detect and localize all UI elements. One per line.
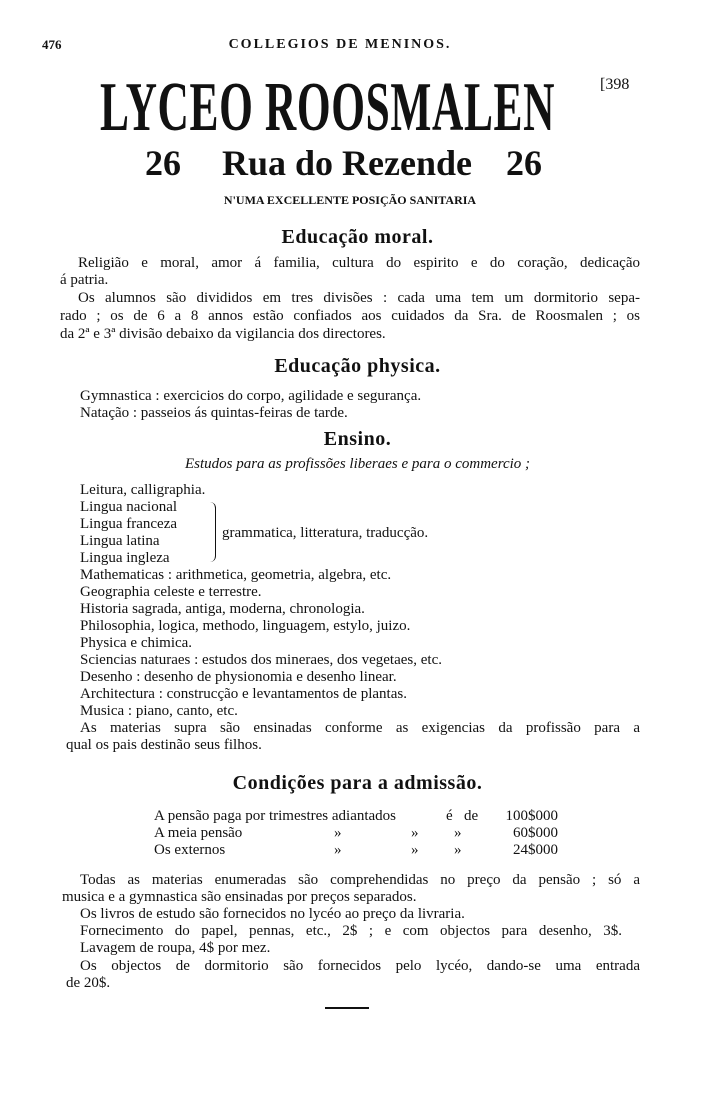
price-label: A pensão paga por trimestres adiantados (154, 808, 397, 824)
list-item: Philosophia, logica, methodo, linguagem, estylo, juizo. (80, 618, 411, 634)
paragraph-line: Os objectos de dormitorio são fornecidos pelo lycéo, dando-se uma entrada (80, 958, 640, 974)
reference-number: [398 (600, 76, 630, 93)
heading-physica: Educação physica. (274, 355, 441, 377)
tagline: N'UMA EXCELLENTE POSIÇÃO SANITARIA (223, 193, 477, 207)
paragraph-line: As materias supra são ensinadas conforme as exigencias da profissão para a (80, 720, 640, 736)
ditto-mark: » (411, 842, 419, 858)
list-item: Geographia celeste e terrestre. (80, 584, 262, 600)
paragraph-line: Os livros de estudo são fornecidos no lycéo ao preço da livraria. (80, 906, 465, 922)
list-item: Musica : piano, canto, etc. (80, 703, 238, 719)
paragraph-line: Gymnastica : exercicios do corpo, agilidade e segurança. (80, 388, 422, 404)
paragraph-line: á patria. (60, 272, 109, 288)
heading-ensino: Ensino. (323, 428, 392, 450)
price-col: de (464, 808, 479, 824)
address-number-left: 26 (145, 143, 181, 183)
paragraph-line: Lavagem de roupa, 4$ por mez. (80, 940, 271, 956)
paragraph-line: Natação : passeios ás quintas-feiras de tarde. (80, 405, 348, 421)
price-label: A meia pensão (154, 825, 243, 841)
ensino-subtitle: Estudos para as profissões liberaes e para o commercio ; (184, 456, 531, 472)
price-value: 60$000 (513, 825, 558, 841)
ditto-mark: » (411, 825, 419, 841)
page-title: LYCEO ROOSMALEN (100, 69, 556, 146)
list-item: Lingua latina (80, 533, 160, 549)
paragraph-line: Religião e moral, amor á familia, cultura do espirito e do coração, dedicação (78, 255, 640, 271)
end-rule (325, 1007, 369, 1009)
price-col: é (446, 808, 453, 824)
list-item: Sciencias naturaes : estudos dos mineraes, dos vegetaes, etc. (80, 652, 442, 668)
running-head: COLLEGIOS DE MENINOS. (228, 37, 452, 52)
brace (209, 502, 216, 562)
paragraph-line: Fornecimento do papel, pennas, etc., 2$ ; e com objectos para desenho, 3$. (80, 923, 622, 939)
linguas-note: grammatica, litteratura, traducção. (222, 525, 429, 541)
paragraph-line: qual os pais destinão seus filhos. (66, 737, 262, 753)
address-number-right: 26 (506, 143, 542, 183)
list-item: Mathematicas : arithmetica, geometria, algebra, etc. (80, 567, 392, 583)
list-item: Architectura : construcção e levantamentos de plantas. (80, 686, 407, 702)
paragraph-line: Os alumnos são divididos em tres divisões : cada uma tem um dormitorio sepa- (78, 290, 640, 306)
heading-admissao: Condições para a admissão. (232, 772, 483, 794)
paragraph-line: musica e a gymnastica são ensinadas por preços separados. (62, 889, 417, 905)
list-item: Lingua franceza (80, 516, 178, 532)
ditto-mark: » (454, 842, 462, 858)
list-item: Lingua ingleza (80, 550, 170, 566)
paragraph-line: da 2ª e 3ª divisão debaixo da vigilancia dos directores. (60, 326, 386, 342)
list-item: Historia sagrada, antiga, moderna, chronologia. (80, 601, 365, 617)
paragraph-line: rado ; os de 6 a 8 annos estão confiados aos cuidados da Sra. de Roosmalen ; os (60, 308, 640, 324)
list-item: Physica e chimica. (80, 635, 193, 651)
address-street: Rua do Rezende (222, 143, 472, 183)
list-item: Lingua nacional (80, 499, 178, 515)
heading-moral: Educação moral. (281, 226, 434, 248)
ditto-mark: » (334, 842, 342, 858)
ditto-mark: » (334, 825, 342, 841)
page-number: 476 (42, 37, 62, 52)
price-label: Os externos (154, 842, 226, 858)
paragraph-line: de 20$. (66, 975, 111, 991)
price-value: 24$000 (513, 842, 558, 858)
ditto-mark: » (454, 825, 462, 841)
list-item: Leitura, calligraphia. (80, 482, 206, 498)
list-item: Desenho : desenho de physionomia e desenho linear. (80, 669, 397, 685)
paragraph-line: Todas as materias enumeradas são comprehendidas no preço da pensão ; só a (80, 872, 640, 888)
price-value: 100$000 (505, 808, 558, 824)
